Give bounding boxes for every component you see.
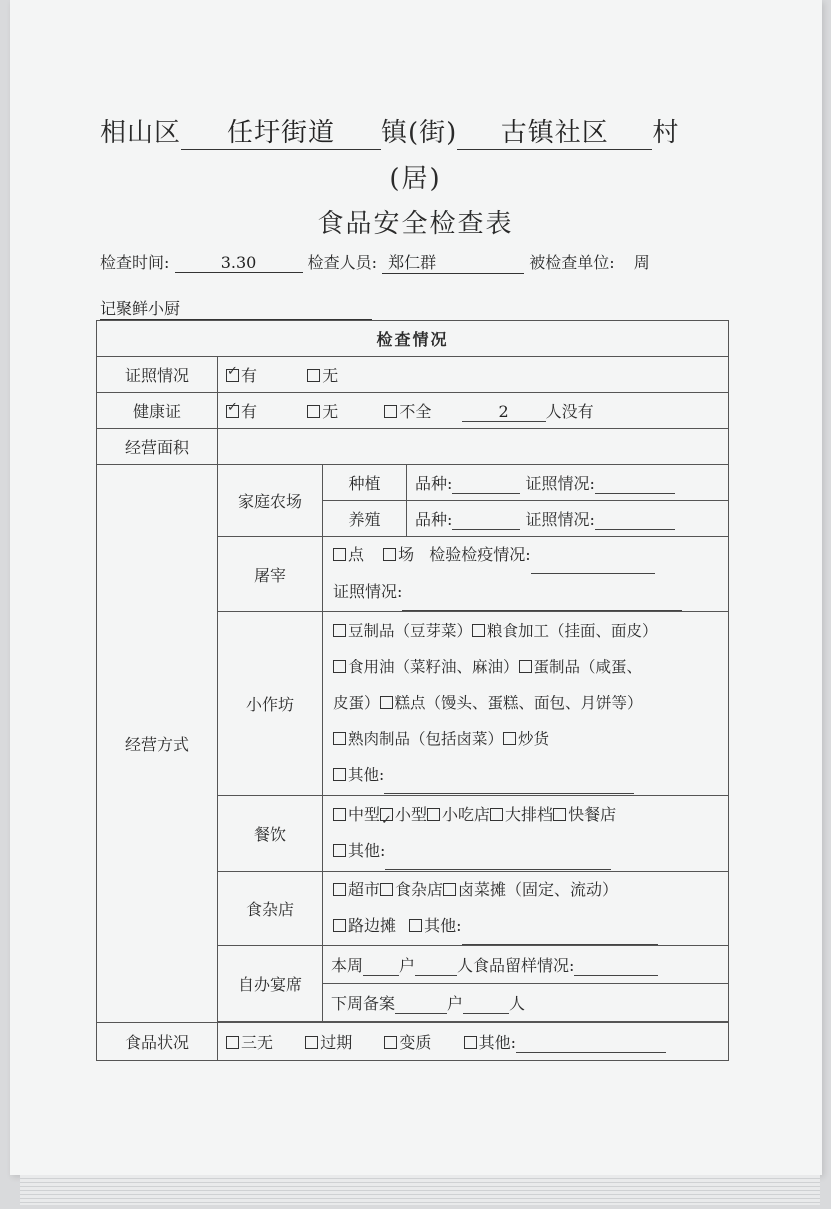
- license-yes-checkbox[interactable]: [226, 369, 239, 382]
- this-week-people-field[interactable]: [415, 956, 457, 976]
- license-label: 证照情况: [97, 357, 218, 393]
- planting-variety-field[interactable]: [452, 474, 520, 494]
- slaughter-license-label: 证照情况:: [333, 582, 403, 601]
- catering-fastfood-checkbox[interactable]: [553, 808, 566, 821]
- workshop-other-checkbox[interactable]: [333, 768, 346, 781]
- next-week-people-field[interactable]: [463, 994, 509, 1014]
- farm-planting-fields: [407, 465, 729, 501]
- food-other-label: 其他:: [478, 1033, 517, 1052]
- planting-variety-label: 品种:: [415, 474, 453, 493]
- area-field[interactable]: [218, 429, 729, 465]
- workshop-roast-checkbox[interactable]: [503, 732, 516, 745]
- catering-small-label: 小型: [395, 805, 428, 824]
- slaughter-label: 屠宰: [218, 537, 323, 612]
- quarantine-field[interactable]: [531, 537, 655, 574]
- workshop-oil-checkbox[interactable]: [333, 660, 346, 673]
- catering-other-field[interactable]: [385, 833, 611, 870]
- workshop-grain-label: 粮食加工（挂面、面皮）: [487, 622, 658, 640]
- page-title: 食品安全检查表: [317, 209, 514, 239]
- slaughter-field-checkbox[interactable]: [383, 548, 396, 561]
- farm-breeding-label: 养殖: [323, 501, 407, 537]
- license-options: [218, 357, 729, 393]
- next-week-households-field[interactable]: [395, 994, 447, 1014]
- grocery-options: [323, 872, 729, 946]
- time-label: 检查时间:: [100, 253, 170, 272]
- license-yes-label: 有: [241, 366, 258, 385]
- workshop-pastry-label: 糕点（馒头、蛋糕、面包、月饼等）: [394, 694, 643, 712]
- grocery-roadside-label: 路边摊: [348, 916, 397, 935]
- license-no-label: 无: [322, 366, 339, 385]
- food-status-label: 食品状况: [97, 1023, 218, 1061]
- breeding-variety-label: 品种:: [415, 510, 453, 529]
- catering-small-checkbox[interactable]: [380, 808, 393, 821]
- banquet-this-week: [323, 946, 729, 984]
- catering-snack-checkbox[interactable]: [427, 808, 440, 821]
- this-week-label: 本周: [331, 956, 364, 975]
- food-three-no-checkbox[interactable]: [226, 1036, 239, 1049]
- sample-label: 人食品留样情况:: [457, 956, 575, 975]
- workshop-egg-label-cont: 皮蛋）: [333, 694, 380, 712]
- grocery-store-checkbox[interactable]: [380, 883, 393, 896]
- catering-stall-label: 大排档: [505, 805, 554, 824]
- slaughter-point-checkbox[interactable]: [333, 548, 346, 561]
- paper-stack-edge: [20, 1175, 820, 1205]
- health-count-suffix: 人没有: [545, 402, 594, 421]
- unit-label: 被检查单位:: [529, 253, 615, 272]
- workshop-bean-label: 豆制品（豆芽菜）: [348, 622, 473, 640]
- grocery-other-field[interactable]: [462, 908, 658, 945]
- food-other-field[interactable]: [516, 1033, 666, 1053]
- food-other-checkbox[interactable]: [464, 1036, 477, 1049]
- grocery-label: 食杂店: [218, 872, 323, 946]
- workshop-label: 小作坊: [218, 612, 323, 796]
- slaughter-fields: [323, 537, 729, 612]
- food-three-no-label: 三无: [241, 1033, 274, 1052]
- next-week-people-label: 人: [509, 994, 526, 1013]
- location-header: [100, 112, 740, 150]
- breeding-license-label: 证照情况:: [525, 510, 595, 529]
- health-options: [218, 393, 729, 429]
- grocery-other-label: 其他:: [424, 916, 462, 935]
- food-expired-label: 过期: [320, 1033, 353, 1052]
- catering-snack-label: 小吃店: [442, 805, 491, 824]
- workshop-meat-checkbox[interactable]: [333, 732, 346, 745]
- workshop-grain-checkbox[interactable]: [472, 624, 485, 637]
- inspection-info: [100, 250, 740, 274]
- area-label: 经营面积: [97, 429, 218, 465]
- slaughter-field-label: 场: [398, 545, 415, 564]
- unit-field-part2[interactable]: 记聚鲜小厨: [100, 296, 372, 320]
- planting-license-field[interactable]: [595, 474, 675, 494]
- this-week-households-field[interactable]: [363, 956, 399, 976]
- farm-planting-label: 种植: [323, 465, 407, 501]
- planting-license-label: 证照情况:: [525, 474, 595, 493]
- workshop-other-field[interactable]: [384, 757, 634, 794]
- workshop-egg-label: 蛋制品（咸蛋、: [533, 658, 643, 676]
- inspector-field[interactable]: 郑仁群: [382, 250, 524, 274]
- breeding-license-field[interactable]: [595, 510, 675, 530]
- workshop-meat-label: 熟肉制品（包括卤菜）: [348, 730, 504, 748]
- health-count-field[interactable]: 2: [462, 402, 546, 422]
- inspection-table: [96, 320, 729, 1061]
- catering-medium-label: 中型: [348, 805, 381, 824]
- community-field[interactable]: 古镇社区: [457, 112, 652, 150]
- workshop-pastry-checkbox[interactable]: [380, 696, 393, 709]
- workshop-roast-label: 炒货: [518, 730, 550, 748]
- farm-breeding-fields: [407, 501, 729, 537]
- workshop-options: [323, 612, 729, 796]
- sample-field[interactable]: [574, 956, 658, 976]
- catering-options: [323, 796, 729, 872]
- grocery-other-checkbox[interactable]: [409, 919, 422, 932]
- health-incomplete-label: 不全: [399, 402, 432, 421]
- grocery-roadside-checkbox[interactable]: [333, 919, 346, 932]
- banquet-label: 自办宴席: [218, 946, 323, 1022]
- table-heading: 检查情况: [97, 321, 729, 357]
- health-yes-label: 有: [241, 402, 258, 421]
- health-no-checkbox[interactable]: [307, 405, 320, 418]
- grocery-supermarket-label: 超市: [348, 880, 381, 899]
- grocery-supermarket-checkbox[interactable]: [333, 883, 346, 896]
- workshop-oil-label: 食用油（菜籽油、麻油）: [348, 658, 519, 676]
- time-field[interactable]: 3.30: [175, 253, 303, 273]
- catering-fastfood-label: 快餐店: [568, 805, 617, 824]
- inspector-label: 检查人员:: [307, 253, 377, 272]
- grocery-braised-label: 卤菜摊（固定、流动）: [458, 880, 619, 899]
- next-week-label: 下周备案: [331, 994, 396, 1013]
- catering-medium-checkbox[interactable]: [333, 808, 346, 821]
- food-status-options: [218, 1023, 729, 1061]
- workshop-other-label: 其他:: [348, 766, 385, 784]
- food-expired-checkbox[interactable]: [305, 1036, 318, 1049]
- village-label: 村: [652, 118, 680, 148]
- food-spoiled-label: 变质: [399, 1033, 432, 1052]
- banquet-next-week: [323, 984, 729, 1022]
- business-mode-label: 经营方式: [97, 465, 218, 1023]
- catering-stall-checkbox[interactable]: [490, 808, 503, 821]
- grocery-store-label: 食杂店: [395, 880, 444, 899]
- health-no-label: 无: [322, 402, 339, 421]
- breeding-variety-field[interactable]: [452, 510, 520, 530]
- district-label: 相山区: [100, 118, 182, 148]
- license-no-checkbox[interactable]: [307, 369, 320, 382]
- street-field[interactable]: 任圩街道: [181, 112, 381, 150]
- this-week-households-label: 户: [399, 956, 416, 975]
- workshop-egg-checkbox[interactable]: [519, 660, 532, 673]
- catering-label: 餐饮: [218, 796, 323, 872]
- unit-continuation: [100, 296, 372, 320]
- catering-other-checkbox[interactable]: [333, 844, 346, 857]
- workshop-bean-checkbox[interactable]: [333, 624, 346, 637]
- residence-label: (居): [389, 164, 442, 194]
- health-yes-checkbox[interactable]: [226, 405, 239, 418]
- health-incomplete-checkbox[interactable]: [384, 405, 397, 418]
- food-spoiled-checkbox[interactable]: [384, 1036, 397, 1049]
- quarantine-label: 检验检疫情况:: [429, 545, 531, 564]
- slaughter-point-label: 点: [348, 545, 365, 564]
- slaughter-license-field[interactable]: [402, 574, 682, 611]
- health-label: 健康证: [97, 393, 218, 429]
- next-week-households-label: 户: [447, 994, 464, 1013]
- catering-other-label: 其他:: [348, 841, 386, 860]
- farm-label: 家庭农场: [218, 465, 323, 537]
- unit-field-part1[interactable]: 周: [633, 253, 650, 272]
- town-label: 镇(街): [381, 118, 458, 148]
- grocery-braised-checkbox[interactable]: [443, 883, 456, 896]
